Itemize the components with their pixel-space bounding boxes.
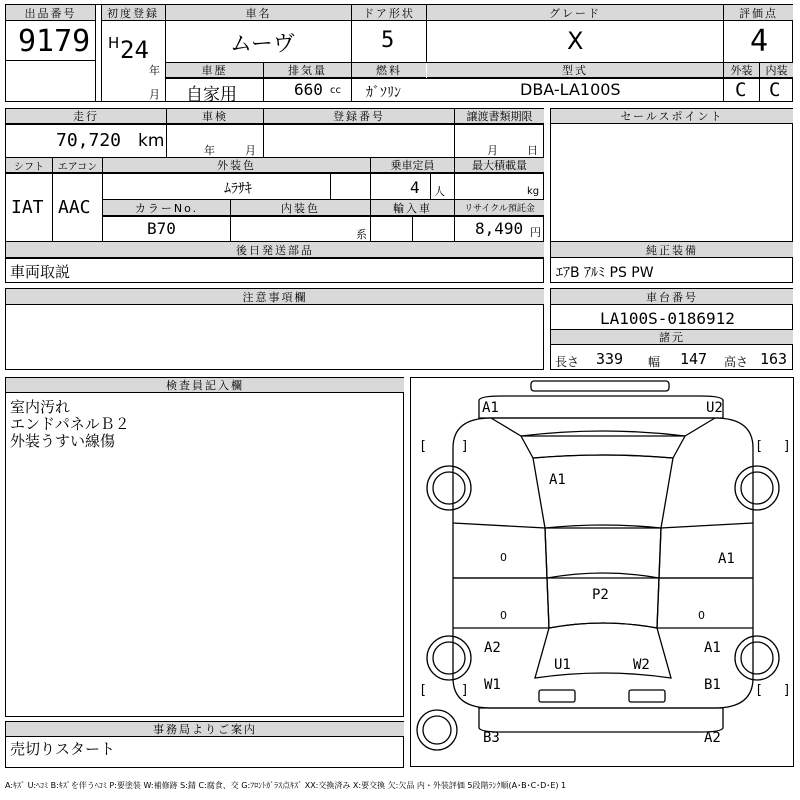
svg-text:]: ] [783, 683, 791, 698]
mark-hood: A1 [549, 472, 566, 488]
car-diagram [410, 377, 794, 767]
seats: 4 [410, 178, 420, 197]
insp-year-unit: 年 [204, 144, 215, 157]
mark-rear-left: U1 [554, 657, 571, 673]
mark-left-front-door: 0 [500, 551, 507, 564]
mark-rear-right: W2 [633, 657, 650, 673]
recycle-unit: 円 [530, 226, 541, 239]
legend: A:ｷｽﾞ U:ﾍｺﾐ B:ｷｽﾞを伴うﾍｺﾐ P:要塗装 W:補修跡 S:錆 C:腐食、交 G:ﾌﾛﾝﾄｶﾞﾗｽ点ｷｽﾞ XX:交換済み X:要交換 欠:欠品 内・外装評価 5段階ﾗﾝｸ順(A･B･C･D･E) 1 [5, 781, 567, 790]
inspector-line-3: 外装うすい線傷 [10, 432, 116, 450]
grade: X [567, 27, 584, 55]
inspector-line-2: エンドパネルＢ２ [10, 415, 130, 433]
model-label: 型式 [427, 63, 723, 78]
mark-right-sill: B1 [704, 677, 721, 693]
first-reg-label: 初度登録 [101, 5, 165, 21]
transfer-day-unit: 日 [527, 144, 538, 157]
width: 147 [680, 350, 708, 368]
car-name: ムーヴ [230, 32, 295, 57]
model: DBA-LA100S [520, 80, 621, 99]
fuel: ｶﾞｿﾘﾝ [366, 85, 401, 101]
svg-text:]: ] [461, 683, 469, 698]
chassis-number: LA100S-0186912 [600, 309, 735, 328]
ac: AAC [58, 197, 91, 218]
seats-unit: 人 [434, 185, 445, 198]
history-label: 車歴 [166, 63, 263, 78]
car-name-label: 車名 [166, 5, 351, 21]
svg-text:]: ] [461, 439, 469, 454]
mark-rear-bumper-right: A2 [704, 730, 721, 746]
regno-label: 登録番号 [264, 109, 454, 124]
ext-label: 外装 [724, 63, 759, 78]
office-label: 事務局よりご案内 [6, 722, 404, 737]
svg-text:[: [ [419, 439, 427, 454]
displacement-unit: cc [330, 85, 341, 96]
import-label: 輸入車 [371, 200, 454, 216]
office-notice: 売切りスタート [10, 740, 116, 758]
doors: 5 [381, 28, 395, 53]
doors-label: ドア形状 [352, 5, 426, 21]
score-label: 評価点 [724, 5, 793, 21]
length-label: 長さ [555, 355, 580, 369]
dims-label: 諸元 [551, 330, 793, 345]
equipment-label: 純正装備 [551, 242, 793, 258]
displacement: 660 [294, 80, 323, 99]
mark-rear-left-quarter: A2 [484, 640, 501, 656]
notes-label: 注意事項欄 [6, 289, 544, 305]
ac-label: エアコン [53, 158, 102, 173]
recycle-label: リサイクル預託金 [455, 200, 544, 216]
load-label: 最大積載量 [455, 158, 544, 173]
mark-rear-bumper-left: B3 [483, 730, 500, 746]
svg-text:[: [ [755, 439, 763, 454]
shift: IAT [11, 197, 44, 218]
insp-month-unit: 月 [245, 144, 256, 157]
height: 163 [760, 350, 788, 368]
recycle: 8,490 [475, 219, 524, 238]
shift-label: シフト [6, 158, 52, 173]
lot-number: 9179 [18, 24, 91, 59]
inspector-line-1: 室内汚れ [10, 398, 71, 416]
chassis-label: 車台番号 [551, 289, 793, 305]
fuel-label: 燃料 [352, 63, 426, 78]
ext-score: C [735, 79, 747, 101]
mark-right-rear-door: 0 [698, 609, 705, 622]
mark-front-door-right: A1 [718, 551, 735, 567]
era: H [108, 34, 120, 52]
ext-color-label: 外装色 [103, 158, 370, 173]
mark-front-right: U2 [706, 400, 723, 416]
month-unit: 月 [149, 88, 160, 101]
grade-label: グレード [427, 5, 723, 21]
color-no-label: カラーNo. [103, 200, 230, 216]
svg-text:]: ] [783, 439, 791, 454]
int-color-unit: 系 [356, 228, 367, 241]
mark-roof: P2 [592, 587, 609, 603]
width-label: 幅 [648, 355, 661, 369]
sales-point-label: セールスポイント [551, 109, 793, 124]
transfer-label: 譲渡書類期限 [455, 109, 544, 124]
height-label: 高さ [724, 355, 749, 369]
mileage: 70,720 [56, 130, 122, 151]
ext-color: ﾑﾗｻｷ [224, 181, 252, 197]
transfer-month-unit: 月 [487, 144, 498, 157]
mark-front-left: A1 [482, 400, 499, 416]
score: 4 [750, 24, 769, 59]
color-no: B70 [147, 219, 176, 238]
mileage-label: 走行 [6, 109, 166, 124]
int-color-label: 内装色 [231, 200, 370, 216]
later-parts-label: 後日発送部品 [6, 242, 544, 258]
equipment: ｴｱB ｱﾙﾐ PS PW [556, 265, 654, 281]
svg-text:[: [ [755, 683, 763, 698]
mileage-unit: km [138, 131, 165, 151]
length: 339 [596, 350, 624, 368]
int-score: C [769, 79, 781, 101]
inspector-label: 検査員記入欄 [6, 378, 404, 393]
int-label: 内装 [760, 63, 793, 78]
later-parts: 車両取説 [10, 263, 71, 281]
mark-left-sill: W1 [484, 677, 501, 693]
first-reg-year: 24 [120, 36, 149, 64]
car-outline-svg [411, 378, 795, 768]
mark-rear-right-quarter: A1 [704, 640, 721, 656]
load-unit: kg [527, 186, 540, 197]
svg-text:[: [ [419, 683, 427, 698]
seats-label: 乗車定員 [371, 158, 454, 173]
displacement-label: 排気量 [264, 63, 351, 78]
history: 自家用 [186, 85, 237, 105]
inspection-label: 車検 [167, 109, 263, 124]
year-unit: 年 [149, 64, 160, 77]
mark-left-rear-door: 0 [500, 609, 507, 622]
lot-label: 出品番号 [6, 5, 95, 21]
